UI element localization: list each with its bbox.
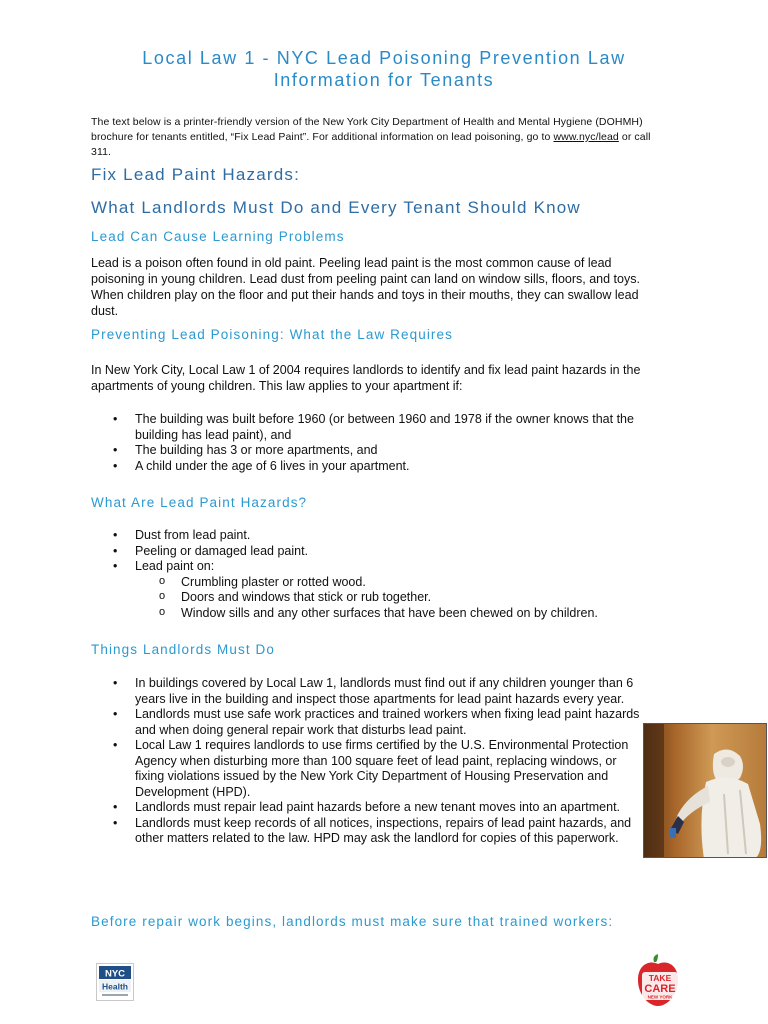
section-title-law: Preventing Lead Poisoning: What the Law Requires <box>91 327 453 342</box>
list-item: • In buildings covered by Local Law 1, landlords must find out if any children younger than 6 years live in the building and inspect those apartments for lead paint hazards every year. <box>91 676 646 707</box>
law-paragraph: In New York City, Local Law 1 of 2004 requires landlords to identify and fix lead paint hazards in the apartments of young children. This law applies to your apartment if: <box>91 363 641 393</box>
take-care-new-york-logo <box>632 954 684 1013</box>
list-item-with-sublist <box>91 559 671 621</box>
care-logo-text: CARE <box>644 983 676 995</box>
worker-illustration <box>644 724 767 858</box>
section-title-learning: Lead Can Cause Learning Problems <box>91 229 345 244</box>
list-item: • Landlords must keep records of all notices, inspections, repairs of lead paint hazards, and other matters related to the law. HPD may ask the landlord for copies of this paperwork. <box>91 816 646 847</box>
lead-info-link[interactable]: www.nyc/lead <box>553 131 619 143</box>
list-item: • Peeling or damaged lead paint. <box>91 544 671 560</box>
apple-icon <box>632 954 684 1008</box>
protective-suit-worker-photo <box>643 723 767 858</box>
section-title-before-repair: Before repair work begins, landlords must make sure that trained workers: <box>91 914 614 929</box>
intro-paragraph <box>91 115 651 160</box>
list-item: • Landlords must use safe work practices and trained workers when fixing lead paint hazards and when doing general repair work that disturbs lead paint. <box>91 707 646 738</box>
section-title-hazards: What Are Lead Paint Hazards? <box>91 495 308 510</box>
nyc-health-logo-mark <box>96 963 134 1001</box>
list-item: • The building has 3 or more apartments, and <box>91 443 671 459</box>
new-york-logo-text: NEW YORK <box>647 994 673 1000</box>
list-item: • Local Law 1 requires landlords to use firms certified by the U.S. Environmental Protection Agency when disturbing more than 100 square feet of lead paint, replacing windows, or fixing violations issued by the New York City Department of Housing Preservation and Development (HPD). <box>91 738 646 800</box>
hazards-list <box>91 528 671 621</box>
brochure-subheading: What Landlords Must Do and Every Tenant Should Know <box>91 198 581 217</box>
sub-list-item: o Window sills and any other surfaces that have been chewed on by children. <box>135 606 671 622</box>
hazards-sublist <box>135 575 671 622</box>
sub-list-item: o Crumbling plaster or rotted wood. <box>135 575 671 591</box>
learning-paragraph: Lead is a poison often found in old paint. Peeling lead paint is the most common cause of lead poisoning in young children. Lead dust from peeling paint can land on window sills, floors, and toys. When children play on the floor and put their hands and toys in their mouths, they can swallow lead dust. <box>91 256 640 318</box>
list-item: • Dust from lead paint. <box>91 528 671 544</box>
document-title-line1: Local Law 1 - NYC Lead Poisoning Prevention Law <box>142 48 626 68</box>
intro-call-text: or call 311. <box>91 131 651 158</box>
list-item: • Landlords must repair lead paint hazards before a new tenant moves into an apartment. <box>91 800 646 816</box>
list-item-label: Lead paint on: <box>135 559 215 573</box>
intro-text: The text below is a printer-friendly version of the New York City Department of Health and Mental Hygiene (DOHMH) brochure for tenants entitled, “Fix Lead Paint”. For additional information on lead poisoning, go to <box>91 116 643 143</box>
sub-list-item: o Doors and windows that stick or rub together. <box>135 590 671 606</box>
landlord-duties-list <box>91 676 646 847</box>
document-title-line2: Information for Tenants <box>273 70 495 90</box>
nyc-logo-text: NYC <box>104 968 126 980</box>
brochure-heading: Fix Lead Paint Hazards: <box>91 165 301 184</box>
take-logo-text: TAKE <box>648 973 672 983</box>
nyc-health-logo <box>96 963 134 1006</box>
health-logo-text: Health <box>102 981 128 992</box>
section-title-landlords: Things Landlords Must Do <box>91 642 275 657</box>
list-item: • A child under the age of 6 lives in your apartment. <box>91 459 671 475</box>
law-conditions-list <box>91 412 671 474</box>
list-item: • The building was built before 1960 (or between 1960 and 1978 if the owner knows that the building has lead paint), and <box>91 412 671 443</box>
